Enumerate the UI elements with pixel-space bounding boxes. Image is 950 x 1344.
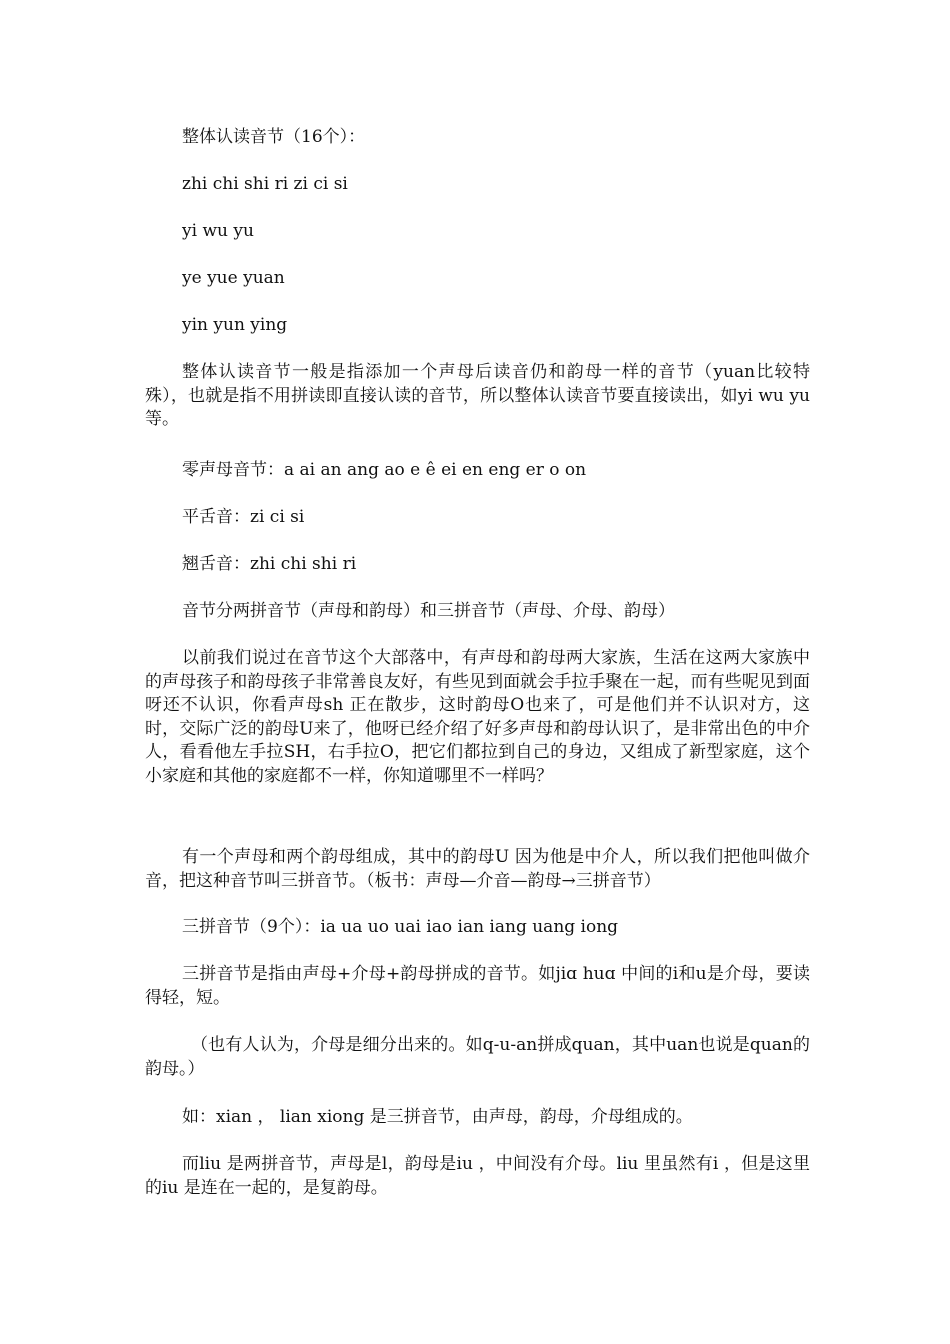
flat-tongue-sounds: 平舌音：zi ci si — [182, 507, 305, 527]
two-and-three-part-syllables: 音节分两拼音节（声母和韵母）和三拼音节（声母、介母、韵母） — [182, 601, 675, 621]
retroflex-sounds: 翘舌音：zhi chi shi ri — [182, 554, 357, 574]
medial-alternative-view: （也有人认为，介母是细分出来的。如q-u-an拼成quan，其中uan也说是quan的韵母。） — [145, 1035, 810, 1079]
whole-syllables-row-4: yin yun ying — [182, 315, 288, 335]
whole-syllables-row-3: ye yue yuan — [182, 268, 285, 288]
three-part-syllable-list: 三拼音节（9个）：ia ua uo uai iao ian iang uang iong — [182, 917, 619, 937]
zero-initial-syllables: 零声母音节：a ai an ang ao e ê ei en eng er o on — [182, 460, 587, 480]
whole-syllables-description: 整体认读音节一般是指添加一个声母后读音仍和韵母一样的音节（yuan比较特殊），也就是指不用拼读即直接认读的音节，所以整体认读音节要直接读出，如yi wu yu等。 — [145, 362, 810, 429]
three-part-syllable-description: 三拼音节是指由声母+介母+韵母拼成的音节。如jiɑ huɑ 中间的i和u是介母，要读得轻，短。 — [145, 964, 810, 1008]
example-line: 如：xian ， lian xiong 是三拼音节，由声母，韵母，介母组成的。 — [182, 1107, 693, 1127]
whole-syllables-row-2: yi wu yu — [182, 221, 254, 241]
whole-syllables-row-1: zhi chi shi ri zi ci si — [182, 174, 348, 194]
liu-explanation: 而liu 是两拼音节，声母是l，韵母是iu ，中间没有介母。liu 里虽然有i ，但是这里的iu 是连在一起的，是复韵母。 — [145, 1154, 810, 1198]
medial-paragraph: 有一个声母和两个韵母组成，其中的韵母U 因为他是中介人，所以我们把他叫做介音，把这种音节叫三拼音节。（板书：声母—介音—韵母→三拼音节） — [145, 847, 810, 891]
story-paragraph: 以前我们说过在音节这个大部落中，有声母和韵母两大家族，生活在这两大家族中的声母孩子和韵母孩子非常善良友好，有些见到面就会手拉手聚在一起，而有些呢见到面呀还不认识，你看声母sh 正在散步，这时韵母O也来了，可是他们并不认识对方，这时，交际广泛的韵母U来了，他呀已经介绍了好多声母和韵母认识了，是非常出色的中介人，看看他左手拉SH，右手拉O，把它们都拉到自己的身边，又组成了新型家庭，这个小家庭和其他的家庭都不一样，你知道哪里不一样吗？ — [145, 648, 810, 786]
heading-whole-syllables: 整体认读音节（16个）： — [182, 127, 366, 147]
